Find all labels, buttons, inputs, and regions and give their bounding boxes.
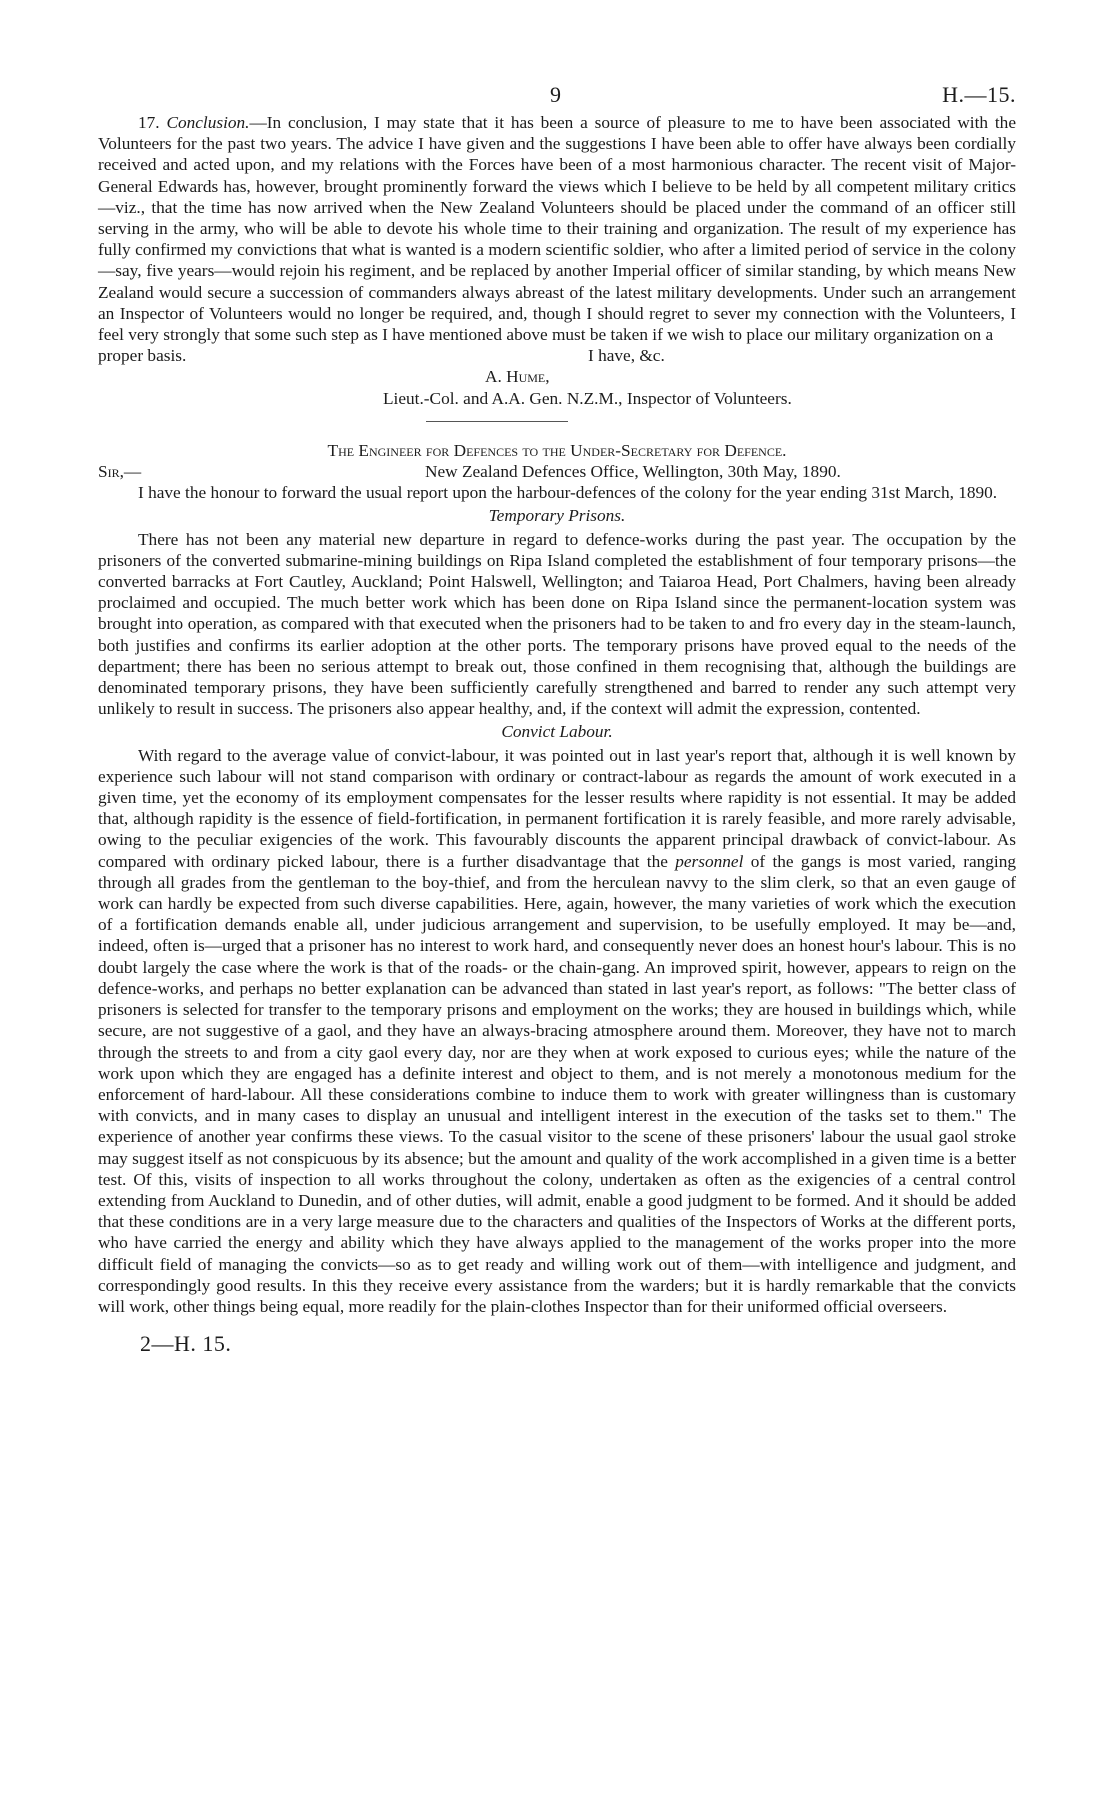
section-divider (426, 421, 568, 422)
salutation-row (98, 461, 1016, 482)
convict-labour-heading: Convict Labour. (501, 722, 613, 742)
signature-title: Lieut.-Col. and A.A. Gen. N.Z.M., Inspector of Volunteers. (383, 388, 792, 408)
conclusion-body: —In conclusion, I may state that it has been a source of pleasure to me to have been associated with the Volunteers for the past two years. The advice I have given and the suggestions I have been able to offer have always been cordially received and acted upon, and my relations with the Forces have been of a most harmonious character. The recent visit of Major-General Edwards has, however, brought prominently forward the views which I believe to be held by all competent military critics—viz., that the time has now arrived when the New Zealand Volunteers should be placed under the command of an officer still serving in the army, who will be able to devote his whole time to their training and organization. The result of my experience has fully confirmed my convictions that what is wanted is a modern scientific soldier, who after a limited period of service in the colony—say, five years—would rejoin his regiment, and be replaced by another Imperial officer of similar standing, by which means New Zealand would secure a succession of commanders always abreast of the latest military developments. Under such an arrangement an Inspector of Volunteers would no longer be required, and, though I should regret to sever my connection with the Volunteers, I feel very strongly that some such step as I have mentioned above must be taken if we wish to place our military organization on a (98, 113, 1016, 345)
personnel-word: personnel (675, 851, 744, 871)
signature-name: A. Hume, (485, 367, 550, 387)
conclusion-number: 17. (138, 113, 160, 132)
closing-line (98, 345, 1016, 366)
conclusion-paragraph (98, 112, 1016, 345)
convict-labour-paragraph (98, 745, 1016, 1317)
letter-address: New Zealand Defences Office, Wellington, 30th May, 1890. (425, 462, 841, 482)
footer-signature: 2—H. 15. (140, 1331, 232, 1357)
conclusion-last-line: proper basis. (98, 346, 187, 366)
closing-formula: I have, &c. (588, 346, 665, 366)
letter-section (98, 440, 1016, 504)
document-reference: H.—15. (942, 82, 1016, 107)
document-page (98, 0, 1016, 1357)
temporary-prisons-paragraph: There has not been any material new departure in regard to defence-works during the past year. The occupation by the prisoners of the converted submarine-mining buildings on Ripa Island completed the establishment of four temporary prisons—the converted barracks at Fort Cautley, Auckland; Point Halswell, Wellington; and Taiaroa Head, Port Chalmers, having been already proclaimed and occupied. The much better work which has been done on Ripa Island since the permanent-location system was brought into operation, as compared with that executed when the prisoners had to be taken to and fro every day in the steam-launch, both justifies and confirms its earlier adoption at the other ports. The temporary prisons have proved equal to the needs of the department; there has been no serious attempt to break out, those confined in them recognising that, although the buildings are denominated temporary prisons, they have been sufficiently carefully strengthened and barred to render any such attempt very unlikely to result in success. The prisoners also appear healthy, and, if the context will admit the expression, contented. (98, 529, 1016, 719)
temporary-prisons-section (98, 505, 1016, 719)
letter-heading: The Engineer for Defences to the Under-Secretary for Defence. (327, 440, 787, 460)
conclusion-section (98, 112, 1016, 409)
convict-labour-body-part1: With regard to the average value of convict-labour, it was pointed out in last year's report that, although it is well known by experience such labour will not stand comparison with ordinary or contract-labour as regards the amount of work executed in a given time, yet the economy of its employment compensates for the lesser results where rapidity is not essential. It may be added that, although rapidity is the essence of field-fortification, in permanent fortification it is rarely feasible, and more rarely advisable, owing to the peculiar exigencies of the work. This favourably discounts the apparent principal drawback of convict-labour. As compared with ordinary picked labour, there is a further disadvantage that the (98, 745, 1016, 871)
convict-labour-section (98, 721, 1016, 1317)
page-header (98, 0, 1016, 112)
page-number: 9 (550, 82, 561, 107)
conclusion-heading: Conclusion. (166, 113, 250, 132)
letter-opening: I have the honour to forward the usual report upon the harbour-defences of the colony for the year ending 31st March, 1890. (138, 483, 998, 503)
salutation: Sir,— (98, 462, 142, 482)
temporary-prisons-heading: Temporary Prisons. (488, 506, 626, 526)
convict-labour-body-part2: of the gangs is most varied, ranging through all grades from the gentleman to the boy-thief, and from the herculean navvy to the slim clerk, so that an even gauge of work can hardly be expected from such diverse capabilities. Here, again, however, the many varieties of work which the execution of a fortification demands enable all, under judicious arrangement and supervision, to be usefully employed. It may be—and, indeed, often is—urged that a prisoner has no interest to work hard, and consequently never does an honest hour's labour. This is no doubt largely the case where the work is that of the roads- or the chain-gang. An improved spirit, however, appears to reign on the defence-works, and perhaps no better explanation can be advanced than stated in last year's report, as follows: "The better class of prisoners is selected for transfer to the temporary prisons and employment on the works; they are housed in buildings which, while secure, are not suggestive of a gaol, and they have an always-bracing atmosphere around them. Moreover, they have not to march through the streets to and from a city gaol every day, nor are they when at work exposed to curious eyes; while the nature of the work upon which they are engaged has a definite interest and object to them, and is not merely a monotonous medium for the enforcement of hard-labour. All these considerations combine to induce them to work with greater willingness than is customary with convicts, and in many cases to display an unusual and intelligent interest in the execution of the tasks set to them." The experience of another year confirms these views. To the casual visitor to the scene of these prisoners' labour the usual gaol stroke may suggest itself as not conspicuous by its absence; but the amount and quality of the work accomplished in a given time is a better test. Of this, visits of inspection to all works throughout the colony, undertaken as often as the exigencies of a central control extending from Auckland to Dunedin, and of other duties, will admit, enable a good judgment to be formed. And it should be added that these conditions are in a very large measure due to the characters and qualities of the Inspectors of Works at the different ports, who have carried the energy and ability which they have always applied to the management of the works proper into the more difficult field of managing the convicts—so as to get ready and willing work out of them—with intelligence and judgment, and correspondingly good results. In this they receive every assistance from the warders; but it is hardly remarkable that the convicts will work, other things being equal, more readily for the plain-clothes Inspector than for their uniformed official overseers. (98, 851, 1017, 1316)
